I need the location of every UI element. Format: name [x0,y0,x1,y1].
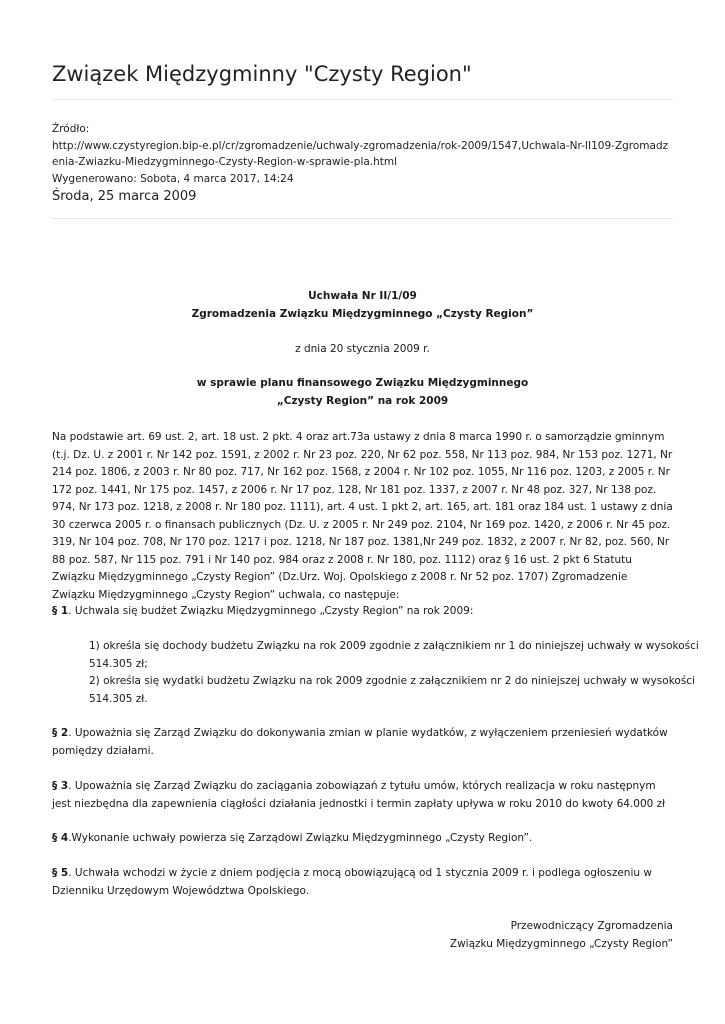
section-4-text: .Wykonanie uchwały powierza się Zarządowi Związku Międzygminnego „Czysty Region”. [68,832,533,844]
section-4 [52,830,673,848]
header-divider [52,99,673,100]
section-2-text: . Upoważnia się Zarząd Związku do dokonywania zmian w planie wydatków, z wyłączeniem przeniesień wydatków pomiędzy działami. [52,727,668,757]
subject-line-1: w sprawie planu finansowego Związku Międzygminnego [196,377,529,389]
document-meta [52,121,673,206]
section-3-label: § 3 [52,780,69,792]
resolution-subject [52,375,673,410]
publication-date: Środa, 25 marca 2009 [52,189,197,204]
signature-line-2: Związku Międzygminnego „Czysty Region” [449,937,673,950]
source-url[interactable]: http://www.czystyregion.bip-e.pl/cr/zgromadzenie/uchwaly-zgromadzenia/rok-2009/1547,Uchwala-Nr-II109-Zgromadzenia-Zwiazku-Miedzygminnego-Czysty-Region-w-sprawie-pla.html [52,139,669,168]
generated-timestamp: Wygenerowano: Sobota, 4 marca 2017, 14:24 [52,172,294,185]
section-1-item-2: 2) określa się wydatki budżetu Związku na rok 2009 zgodnie z załącznikiem nr 2 do niniejszej uchwały w wysokości 514.305 zł. [89,675,695,705]
preamble: Na podstawie art. 69 ust. 2, art. 18 ust. 2 pkt. 4 oraz art.73a ustawy z dnia 8 marca 1990 r. o samorządzie gminnym (t.j. Dz. U. z 2001 r. Nr 142 poz. 1591, z 2002 r. Nr 23 poz. 220, Nr 62 poz. 558, Nr 113 poz. 984, Nr 153 poz. 1271, Nr 214 poz. 1806, z 2003 r. Nr 80 poz. 717, Nr 162 poz. 1568, z 2004 r. Nr 102 poz. 1055, Nr 116 poz. 1203, z 2005 r. Nr 172 poz. 1441, Nr 175 poz. 1457, z 2006 r. Nr 17 poz. 128, Nr 181 poz. 1337, z 2007 r. Nr 48 poz. 327, Nr 138 poz. 974, Nr 173 poz. 1218, z 2008 r. Nr 180 poz. 1111), art. 4 ust. 1 pkt 2, art. 165, art. 181 oraz 184 ust. 1 ustawy z dnia 30 czerwca 2005 r. o finansach publicznych (Dz. U. z 2005 r. Nr 249 poz. 2104, Nr 169 poz. 1420, z 2006 r. Nr 45 poz. 319, Nr 104 poz. 708, Nr 170 poz. 1217 i poz. 1218, Nr 187 poz. 1381,Nr 249 poz. 1832, z 2007 r. Nr 82, poz. 560, Nr 88 poz. 587, Nr 115 poz. 791 i Nr 140 poz. 984 oraz z 2008 r. Nr 180, poz. 1112) oraz § 16 ust. 2 pkt 6 Statutu Związku Międzygminnego „Czysty Region” (Dz.Urz. Woj. Opolskiego z 2008 r. Nr 52 poz. 1707) Zgromadzenie Związku Międzygminnego „Czysty Region” uchwala, co następuje: [52,431,673,601]
section-1-item-1: 1) określa się dochody budżetu Związku na rok 2009 zgodnie z załącznikiem nr 1 do niniejszej uchwały w wysokości 514.305 zł; [89,640,699,670]
meta-divider [52,218,673,219]
section-5-label: § 5 [52,867,69,879]
resolution-number: Uchwała Nr II/1/09 [308,290,417,302]
section-3 [52,778,673,813]
section-1-label: § 1 [52,605,69,617]
section-1-items [52,638,710,708]
section-5-text: . Uchwała wchodzi w życie z dniem podjęcia z mocą obowiązującą od 1 stycznia 2009 r. i podlega ogłoszeniu w Dzienniku Urzędowym Województwa Opolskiego. [52,867,652,897]
section-2 [52,725,673,760]
section-1-text: . Uchwala się budżet Związku Międzygminnego „Czysty Region” na rok 2009: [68,605,474,617]
section-2-label: § 2 [52,727,69,739]
signature-line-1: Przewodniczący Zgromadzenia [510,920,673,932]
site-title: Związek Międzygminny "Czysty Region" [52,62,472,86]
resolution-heading [52,288,673,323]
subject-line-2: „Czysty Region” na rok 2009 [276,394,449,407]
signature-block [52,918,673,953]
section-3-text: . Upoważnia się Zarząd Związku do zaciągania zobowiązań z tytułu umów, których realizacja w roku następnym jest niezbędna dla zapewnienia ciągłości działania jednostki i termin zapłaty upływa w roku 2010 do kwoty 64.000 zł [52,780,666,810]
section-4-label: § 4 [52,832,69,844]
resolution-body: Zgromadzenia Związku Międzygminnego „Czysty Region” [191,307,534,320]
source-label: Źródło: [52,123,90,135]
section-1 [52,603,673,621]
resolution-date: z dnia 20 stycznia 2009 r. [295,343,430,355]
section-5 [52,865,673,900]
